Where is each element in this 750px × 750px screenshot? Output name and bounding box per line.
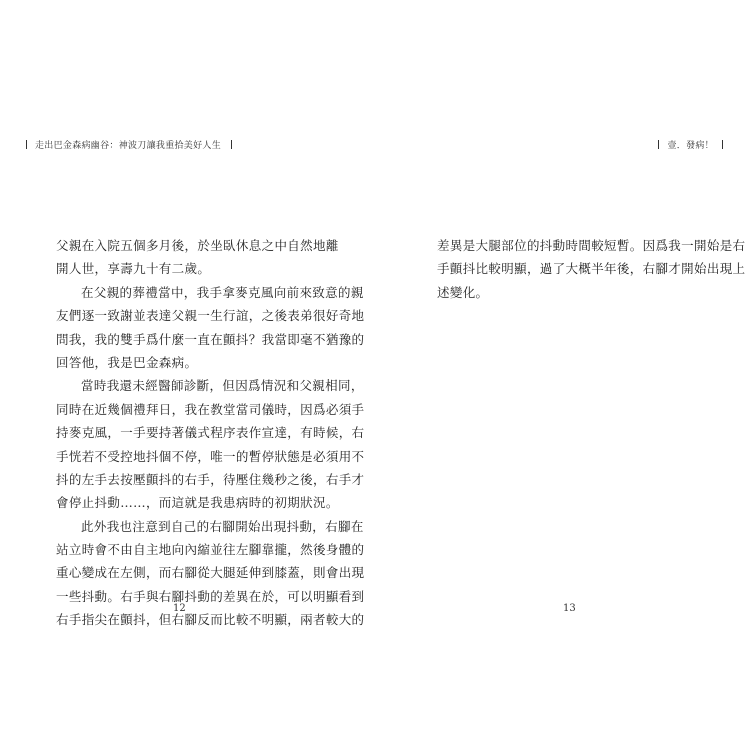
running-head-divider (658, 140, 659, 149)
text-line: 在父親的葬禮當中，我手拿麥克風向前來致意的親 (81, 284, 364, 300)
text-line: 友們逐一致謝並表達父親一生行誼，之後表弟很好奇地 (56, 308, 365, 324)
text-line: 開人世，享壽九十有二歲。 (56, 261, 211, 277)
page-number-right: 13 (563, 603, 576, 614)
text-line: 重心變成在左側，而右腳從大腿延伸到膝蓋，則會出現 (56, 565, 365, 581)
running-head-divider (26, 140, 27, 149)
right-page (375, 0, 750, 750)
text-line: 站立時會不由自主地向內縮並往左腳靠攏，然後身體的 (56, 542, 365, 558)
text-line: 述變化。 (437, 284, 489, 300)
text-line: 抖的左手去按壓顫抖的右手，待壓住幾秒之後，右手才 (56, 471, 365, 487)
text-line: 回答他，我是巴金森病。 (56, 354, 198, 370)
text-line: 此外我也注意到自己的右腳開始出現抖動，右腳在 (81, 518, 364, 534)
running-head-title: 走出巴金森病幽谷：神波刀讓我重拾美好人生 (35, 141, 222, 151)
running-head-left (26, 138, 232, 151)
running-head-chapter: 壹．發病！ (667, 141, 714, 151)
left-body-text (56, 234, 365, 632)
right-body-text (437, 234, 746, 304)
running-head-divider (722, 140, 723, 149)
text-line: 問我，我的雙手爲什麼一直在顫抖？我當即毫不猶豫的 (56, 331, 365, 347)
text-line: 當時我還未經醫師診斷，但因爲情況和父親相同， (81, 378, 364, 394)
page-number-left: 12 (173, 603, 186, 614)
text-line: 持麥克風，一手要持著儀式程序表作宣達，有時候，右 (56, 425, 365, 441)
running-head-divider (231, 140, 232, 149)
text-line: 父親在入院五個多月後，於坐臥休息之中自然地離 (56, 238, 339, 253)
text-line: 一些抖動。右手與右腳抖動的差異在於，可以明顯看到 (56, 588, 365, 604)
text-line: 右手指尖在顫抖，但右腳反而比較不明顯，兩者較大的 (56, 612, 365, 628)
text-line: 手恍若不受控地抖個不停，唯一的暫停狀態是必須用不 (56, 448, 365, 464)
text-line: 手顫抖比較明顯，過了大概半年後，右腳才開始出現上 (437, 261, 746, 277)
text-line: 同時在近幾個禮拜日，我在教堂當司儀時，因爲必須手 (56, 401, 365, 417)
running-head-right (658, 138, 723, 151)
text-line: 會停止抖動……，而這就是我患病時的初期狀況。 (56, 495, 339, 511)
text-line: 差異是大腿部位的抖動時間較短暫。因爲我一開始是右 (437, 238, 746, 253)
